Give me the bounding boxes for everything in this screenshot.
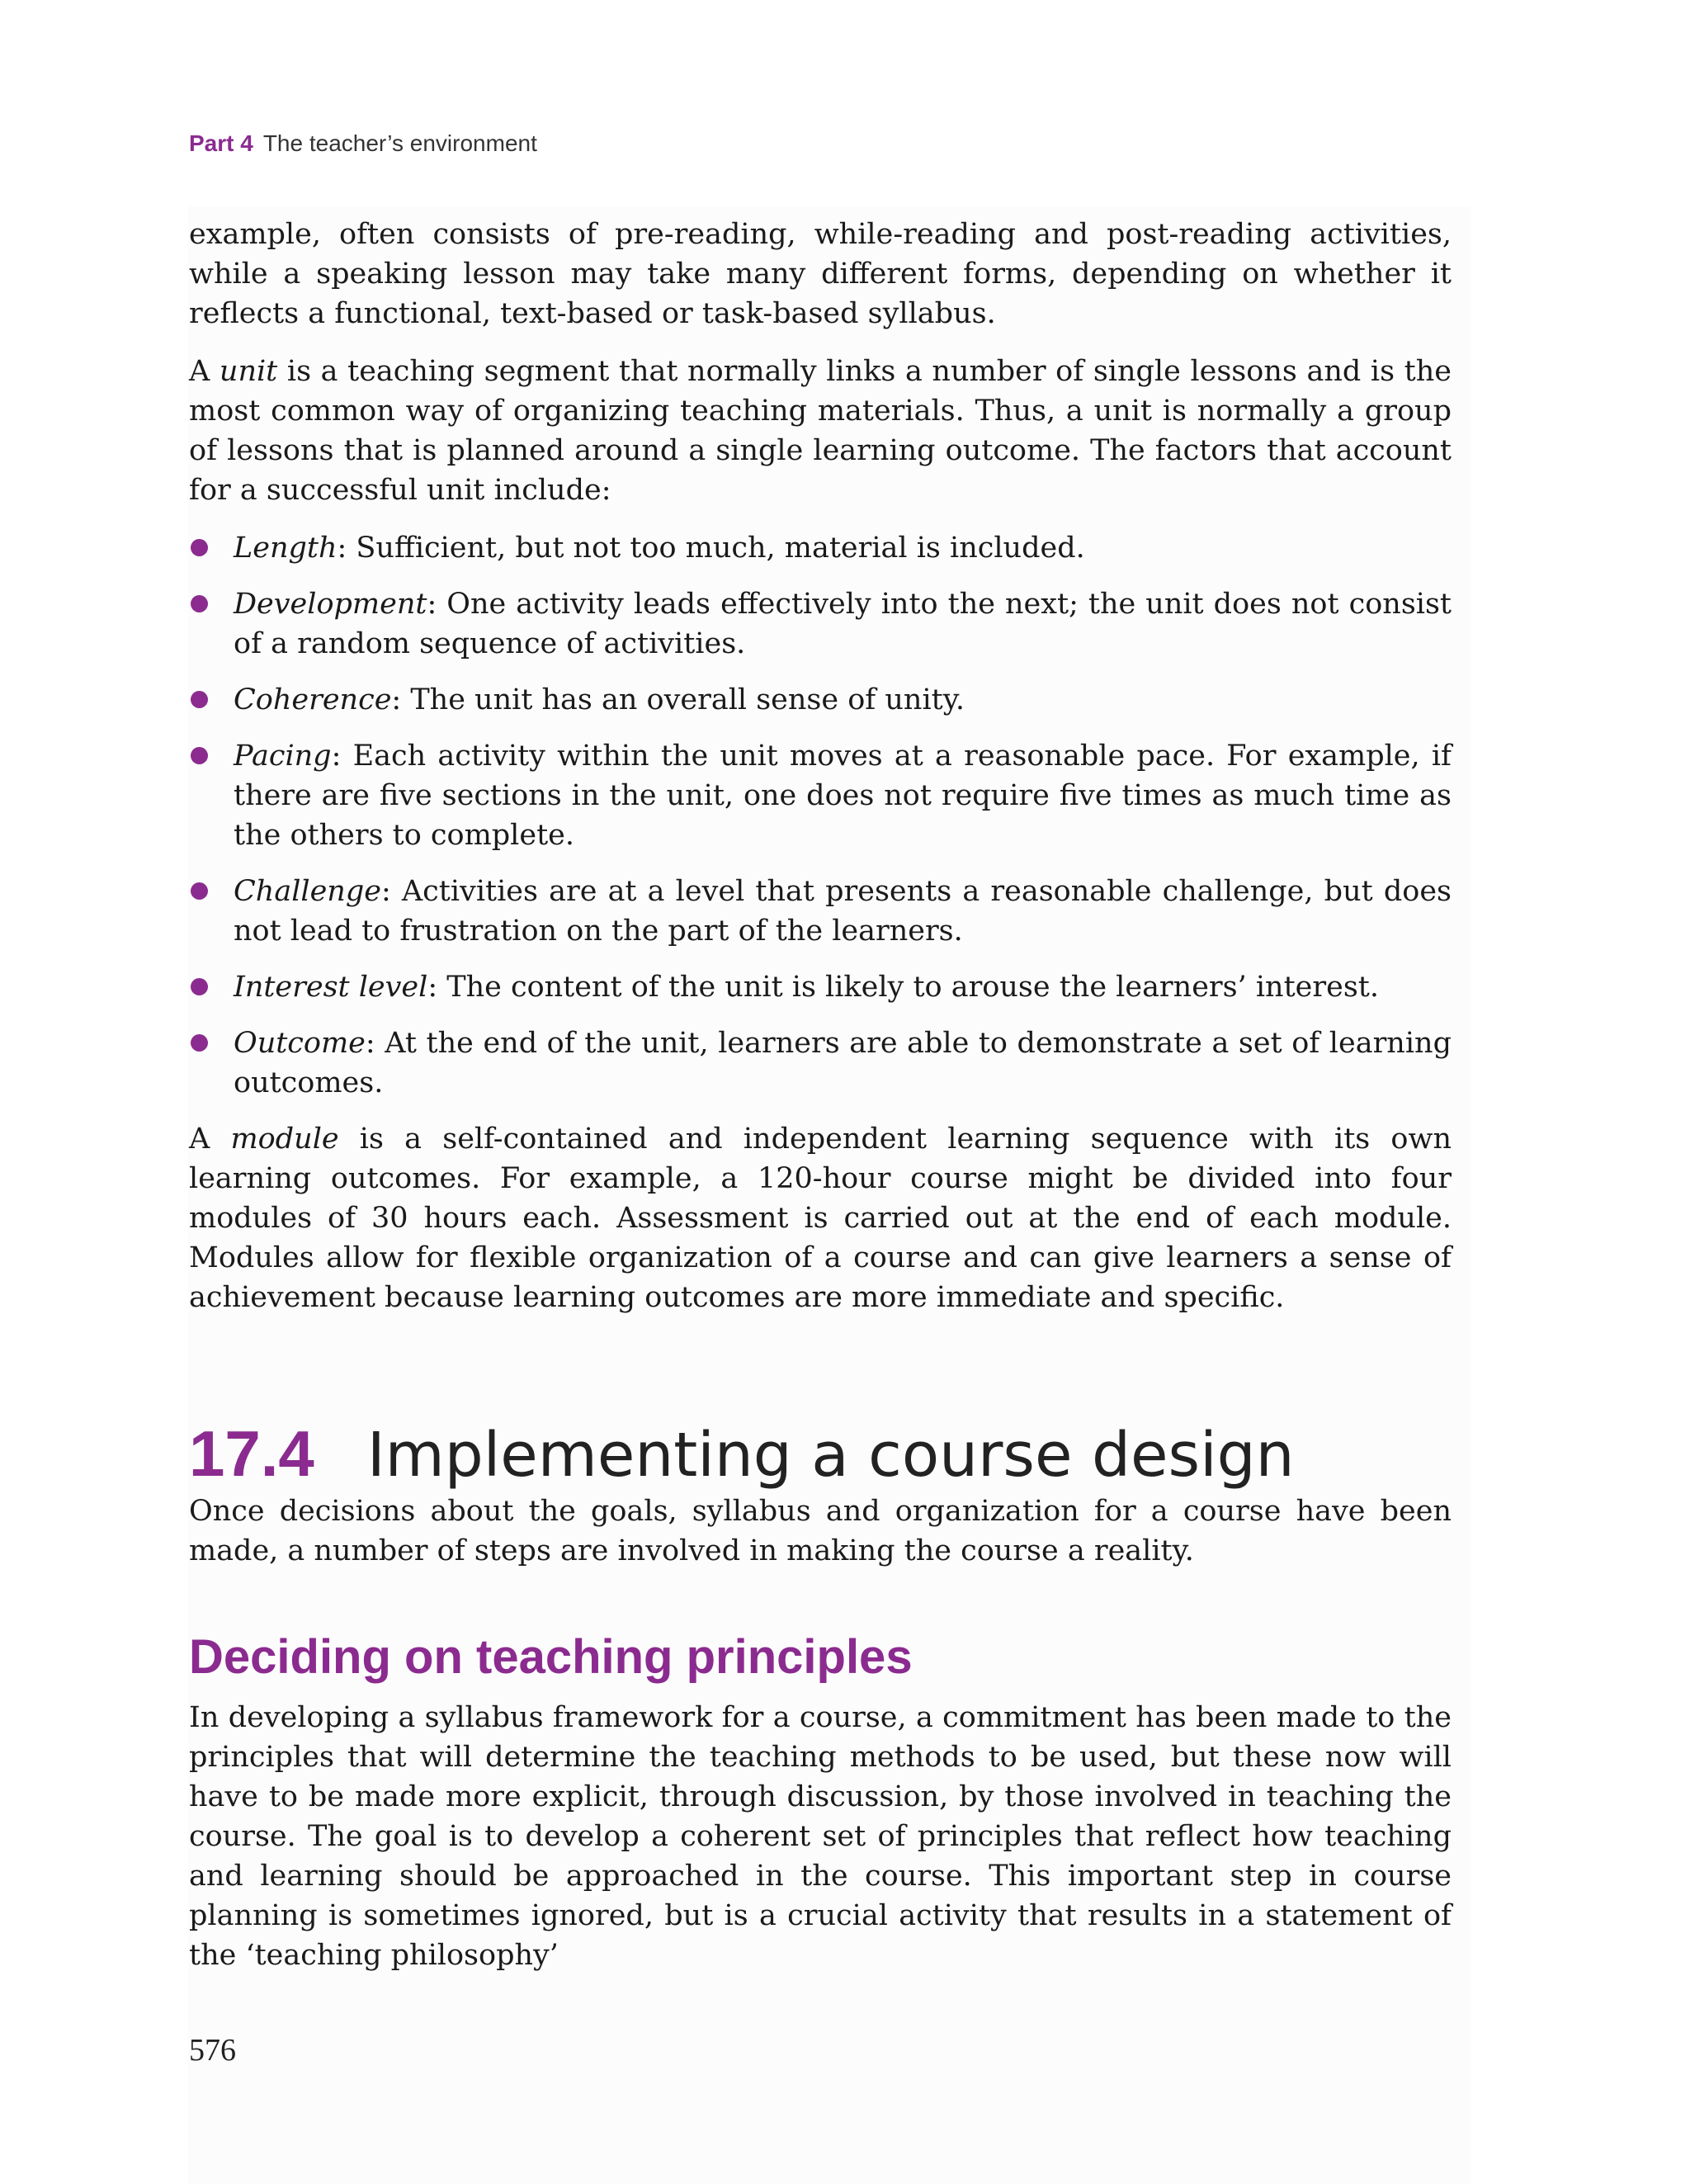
list-item-text: : The content of the unit is likely to arouse the learners’ interest. (427, 971, 1379, 1004)
bullet-icon (191, 691, 208, 708)
list-item (189, 528, 1452, 568)
paragraph-continued: example, often consists of pre-reading, while-reading and post-reading activities, while a speaking lesson may take many different forms, depending on whether it reflects a functional, text-based or task-based syllabus. (189, 218, 1452, 330)
bullet-icon (191, 747, 208, 764)
list-item-term: Development (234, 588, 427, 621)
list-item (189, 736, 1452, 855)
list-item-text: : At the end of the unit, learners are able to demonstrate a set of learning outcomes. (234, 1027, 1452, 1099)
running-head (189, 130, 537, 157)
list-item-text: : Each activity within the unit moves at a reasonable pace. For example, if there are five sections in the unit, one does not require five times as much time as the others to complete. (234, 740, 1452, 852)
paragraph-module-lead: A (189, 1123, 231, 1156)
bullet-icon (191, 1034, 208, 1052)
page-body (189, 215, 1452, 1975)
section-heading (189, 1416, 1452, 1491)
list-item (189, 967, 1452, 1007)
unit-factors-list (189, 528, 1452, 1103)
list-item-term: Length (234, 532, 338, 565)
list-item-text: : One activity leads effectively into the next; the unit does not consist of a random sequence of activities. (234, 588, 1452, 660)
list-item-text: : The unit has an overall sense of unity. (391, 683, 965, 716)
list-item (189, 584, 1452, 664)
bullet-icon (191, 595, 208, 612)
bullet-icon (191, 539, 208, 556)
list-item-term: Coherence (234, 683, 392, 716)
section-number: 17.4 (189, 1417, 314, 1490)
page-number: 576 (189, 2033, 236, 2068)
running-head-part: Part 4 (189, 130, 253, 156)
list-item (189, 680, 1452, 720)
list-item-term: Challenge (234, 875, 381, 908)
term-module: module (230, 1123, 339, 1156)
subsection-heading: Deciding on teaching principles (189, 1630, 913, 1684)
subsection-body: In developing a syllabus framework for a course, a commitment has been made to the principles that will determine the teaching methods to be used, but these now will have to be made more explicit, through discussion, by those involved in teaching the course. The goal is to develop a coherent set of principles that reflect how teaching and learning should be approached in the course. This important step in course planning is sometimes ignored, but is a crucial activity that results in a statement of the ‘teaching philosophy’ (189, 1701, 1452, 1972)
list-item (189, 1023, 1452, 1103)
paragraph-module-rest: is a self-contained and independent learning sequence with its own learning outcomes. For example, a 120-hour course might be divided into four modules of 30 hours each. Assessment is carried out at the end of each module. Modules allow for flexible organization of a course and can give learners a sense of achievement because learning outcomes are more immediate and specific. (189, 1123, 1452, 1314)
list-item-term: Outcome (234, 1027, 366, 1060)
paragraph-module (189, 1119, 1452, 1317)
bullet-icon (191, 978, 208, 995)
paragraph-unit-lead: A (189, 355, 220, 388)
paragraph-unit (189, 352, 1452, 510)
term-unit: unit (219, 355, 278, 388)
paragraph-unit-rest: is a teaching segment that normally links a number of single lessons and is the most common way of organizing teaching materials. Thus, a unit is normally a group of lessons that is planned around a single learning outcome. The factors that account for a successful unit include: (189, 355, 1452, 507)
section-title: Implementing a course design (366, 1420, 1295, 1491)
section-intro: Once decisions about the goals, syllabus and organization for a course have been made, a number of steps are involved in making the course a reality. (189, 1495, 1452, 1567)
running-head-title: The teacher’s environment (262, 130, 537, 156)
list-item-term: Interest level (234, 971, 428, 1004)
list-item (189, 872, 1452, 951)
list-item-text: : Sufficient, but not too much, material is included. (337, 532, 1085, 565)
bullet-icon (191, 882, 208, 900)
list-item-term: Pacing (234, 740, 332, 773)
list-item-text: : Activities are at a level that presents a reasonable challenge, but does not lead to frustration on the part of the learners. (234, 875, 1452, 948)
